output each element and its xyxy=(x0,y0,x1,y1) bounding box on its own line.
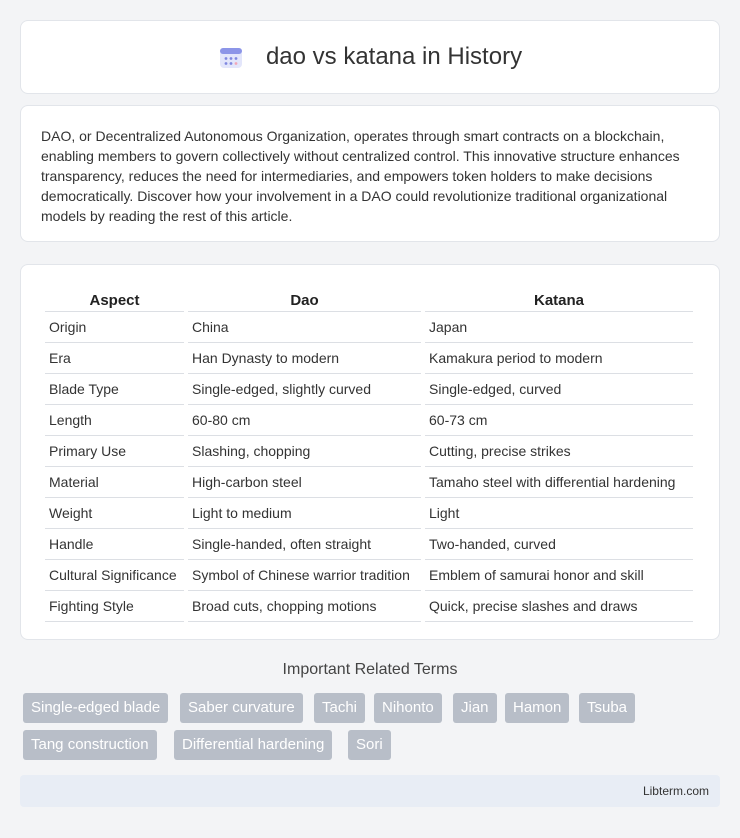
cell-dao: Broad cuts, chopping motions xyxy=(188,591,421,622)
header-dao: Dao xyxy=(188,285,421,312)
tag-sori[interactable]: Sori xyxy=(348,730,391,760)
cell-katana: Two-handed, curved xyxy=(425,529,693,560)
page-title: dao vs katana in History xyxy=(265,43,523,70)
cell-dao: Han Dynasty to modern xyxy=(188,343,421,374)
cell-katana: Kamakura period to modern xyxy=(425,343,693,374)
table-row xyxy=(45,560,693,591)
table-row xyxy=(45,529,693,560)
cell-dao: High-carbon steel xyxy=(188,467,421,498)
cell-katana: Emblem of samurai honor and skill xyxy=(425,560,693,591)
cell-katana: Quick, precise slashes and draws xyxy=(425,591,693,622)
cell-dao: Single-handed, often straight xyxy=(188,529,421,560)
cell-katana: 60-73 cm xyxy=(425,405,693,436)
tag-tang-construction[interactable]: Tang construction xyxy=(23,730,157,760)
tag-single-edged-blade[interactable]: Single-edged blade xyxy=(23,693,168,723)
related-terms-title: Important Related Terms xyxy=(282,661,458,678)
intro-text: DAO, or Decentralized Autonomous Organization, operates through smart contracts on a blockchain, enabling members to govern collectively without centralized control. This innovative structure enhances transparency, reduces the need for intermediaries, and empowers token holders to make decisions democratically. Discover how your involvement in a DAO could revolutionize traditional organizational models by reading the rest of this article. xyxy=(41,128,680,224)
table-row xyxy=(45,312,693,343)
cell-dao: Slashing, chopping xyxy=(188,436,421,467)
cell-aspect: Primary Use xyxy=(45,436,184,467)
cell-dao: Light to medium xyxy=(188,498,421,529)
footer xyxy=(20,775,720,807)
comparison-card xyxy=(20,264,720,640)
cell-katana: Single-edged, curved xyxy=(425,374,693,405)
cell-aspect: Blade Type xyxy=(45,374,184,405)
cell-aspect: Era xyxy=(45,343,184,374)
cell-dao: China xyxy=(188,312,421,343)
table-row xyxy=(45,405,693,436)
cell-katana: Light xyxy=(425,498,693,529)
tag-tachi[interactable]: Tachi xyxy=(314,693,365,723)
cell-katana: Japan xyxy=(425,312,693,343)
tag-tsuba[interactable]: Tsuba xyxy=(579,693,635,723)
cell-aspect: Cultural Significance xyxy=(45,560,184,591)
table-row xyxy=(45,374,693,405)
header-katana: Katana xyxy=(425,285,693,312)
cell-aspect: Material xyxy=(45,467,184,498)
table-row xyxy=(45,343,693,374)
cell-aspect: Weight xyxy=(45,498,184,529)
cell-aspect: Fighting Style xyxy=(45,591,184,622)
table-row xyxy=(45,591,693,622)
cell-katana: Tamaho steel with differential hardening xyxy=(425,467,693,498)
header-aspect: Aspect xyxy=(45,285,184,312)
comparison-table xyxy=(41,285,697,622)
table-row xyxy=(45,436,693,467)
cell-aspect: Origin xyxy=(45,312,184,343)
intro-card xyxy=(20,105,720,242)
table-header-row xyxy=(45,285,693,312)
calendar-icon xyxy=(218,44,244,70)
cell-dao: Symbol of Chinese warrior tradition xyxy=(188,560,421,591)
table-row xyxy=(45,467,693,498)
cell-dao: 60-80 cm xyxy=(188,405,421,436)
tag-differential-hardening[interactable]: Differential hardening xyxy=(174,730,332,760)
tag-hamon[interactable]: Hamon xyxy=(505,693,569,723)
footer-link[interactable]: Libterm.com xyxy=(642,784,709,798)
tag-nihonto[interactable]: Nihonto xyxy=(374,693,442,723)
cell-aspect: Length xyxy=(45,405,184,436)
cell-aspect: Handle xyxy=(45,529,184,560)
table-row xyxy=(45,498,693,529)
cell-katana: Cutting, precise strikes xyxy=(425,436,693,467)
tag-jian[interactable]: Jian xyxy=(453,693,497,723)
cell-dao: Single-edged, slightly curved xyxy=(188,374,421,405)
tag-saber-curvature[interactable]: Saber curvature xyxy=(180,693,303,723)
header-card xyxy=(20,20,720,94)
